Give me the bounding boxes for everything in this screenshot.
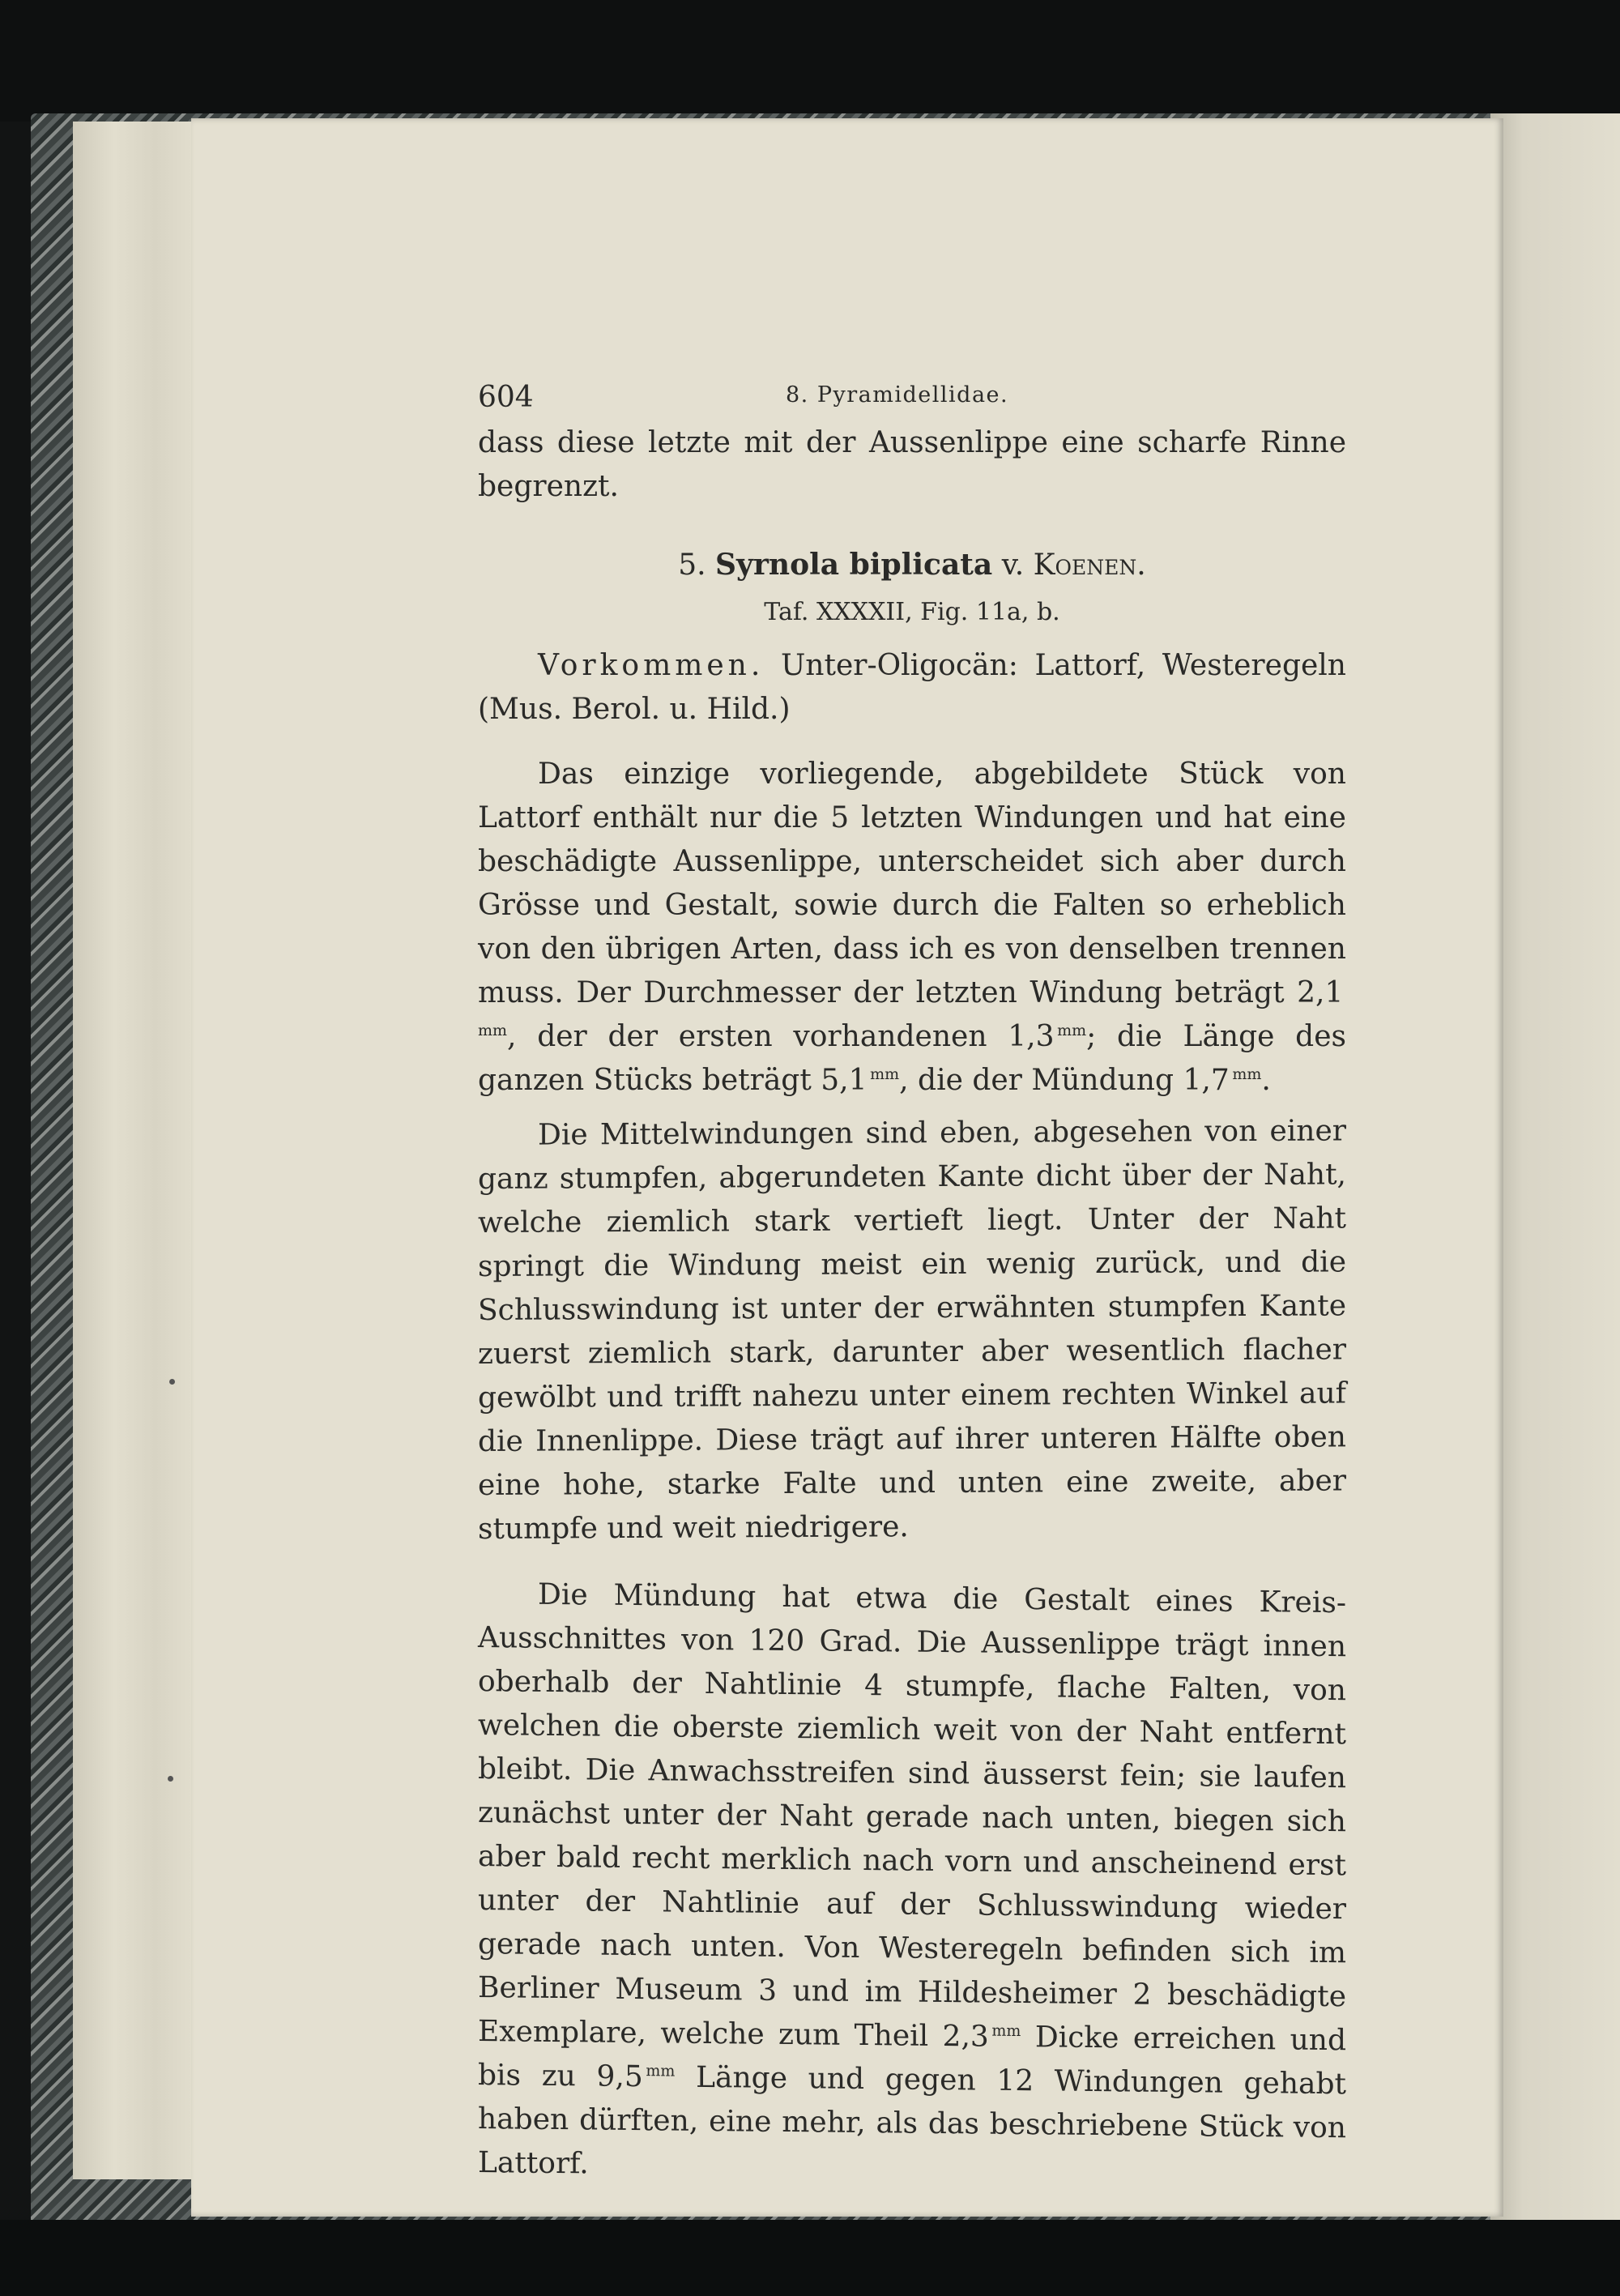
facing-page-edge xyxy=(1490,113,1620,2236)
occurrence-paragraph xyxy=(478,644,1346,732)
para1-text: Das einzige vorliegende, abgebildete Stück von Lattorf enthält nur die 5 letzten Windungen und hat eine beschädigte Aussenlippe, unterscheidet sich aber durch Grösse und Gestalt, sowie durch die Falten so erheblich von den übrigen Arten, dass ich es von denselben trennen muss. Der Durchmesser der letzten Windung beträgt 2,1 xyxy=(478,758,1346,1009)
para1-text: , der der ersten vorhandenen 1,3 xyxy=(507,1020,1055,1053)
unit-mm: mm xyxy=(646,2062,676,2080)
plate-reference: Taf. XXXXII, Fig. 11a, b. xyxy=(764,598,1060,626)
species-name: Syrnola biplicata xyxy=(715,548,993,582)
unit-mm: mm xyxy=(1057,1022,1087,1039)
author-prefix: v. xyxy=(1001,548,1025,582)
page-text xyxy=(478,381,1346,2185)
para1-text: . xyxy=(1261,1064,1271,1097)
description-paragraph-3 xyxy=(478,1573,1346,2194)
occurrence-text: Unter-Oligocän: Lattorf, Westeregeln (Mus. Berol. u. Hild.) xyxy=(478,649,1346,726)
description-paragraph-1 xyxy=(478,753,1346,1103)
running-title: 8. Pyramidellidae. xyxy=(786,382,1009,408)
margin-speck xyxy=(168,1776,173,1782)
para3-text: Dicke erreichen und bis zu 9,5 xyxy=(478,2021,1346,2094)
description-paragraph-2: Die Mittelwindungen sind eben, abgesehen von einer ganz stumpfen, abgerundeten Kante dicht über der Naht, welche ziemlich stark vertieft liegt. Unter der Naht springt die Windung meist ein wenig zurück, und die Schlusswindung ist unter der erwähnten stumpfen Kante zuerst ziemlich stark, darunter aber wesentlich flacher gewölbt und trifft nahezu unter einem rechten Winkel auf die Innenlippe. Diese trägt auf ihrer unteren Hälfte oben eine hohe, starke Falte und unten eine zweite, aber stumpfe und weit niedrigere. xyxy=(478,1114,1346,1546)
continuation-paragraph: dass diese letzte mit der Aussenlippe eine scharfe Rinne begrenzt. xyxy=(478,426,1346,503)
scan-backdrop-bottom xyxy=(0,2220,1620,2296)
para1-text: ; die Länge des ganzen Stücks beträgt 5,1 xyxy=(478,1020,1346,1097)
unit-mm: mm xyxy=(870,1065,900,1083)
page-number: 604 xyxy=(478,381,534,414)
occurrence-label: Vorkommen. xyxy=(538,649,765,682)
species-heading xyxy=(478,543,1346,587)
running-head xyxy=(478,381,1346,421)
unit-mm: mm xyxy=(478,1022,508,1039)
page-edge-stack xyxy=(73,122,211,2179)
margin-speck xyxy=(169,1379,175,1385)
para1-text: , die der Mündung 1,7 xyxy=(899,1064,1230,1097)
unit-mm: mm xyxy=(991,2021,1021,2041)
para3-text: Die Mündung hat etwa die Gestalt eines Kreis-Ausschnittes von 120 Grad. Die Aussenlippe trägt innen oberhalb der Nahtlinie 4 stumpfe, flache Falten, von welchen die oberste ziemlich weit von der Naht entfernt bleibt. Die Anwachsstreifen sind äusserst fein; sie laufen zunächst unter der Naht gerade nach unten, biegen sich aber bald recht merklich nach vorn und anscheinend erst unter der Nahtlinie auf der Schlusswindung wieder gerade nach unten. Von Westeregeln befinden sich im Berliner Museum 3 und im Hildesheimer 2 beschädigte Exemplare, welche zum Theil 2,3 xyxy=(478,1577,1346,2054)
species-author: Koenen. xyxy=(1033,548,1146,582)
para3-text: Länge und gegen 12 Windungen gehabt haben dürften, eine mehr, als das beschriebene Stück von Lattorf. xyxy=(478,2060,1346,2181)
scan-backdrop-top xyxy=(0,0,1620,122)
species-number: 5. xyxy=(678,548,706,582)
unit-mm: mm xyxy=(1232,1065,1262,1083)
